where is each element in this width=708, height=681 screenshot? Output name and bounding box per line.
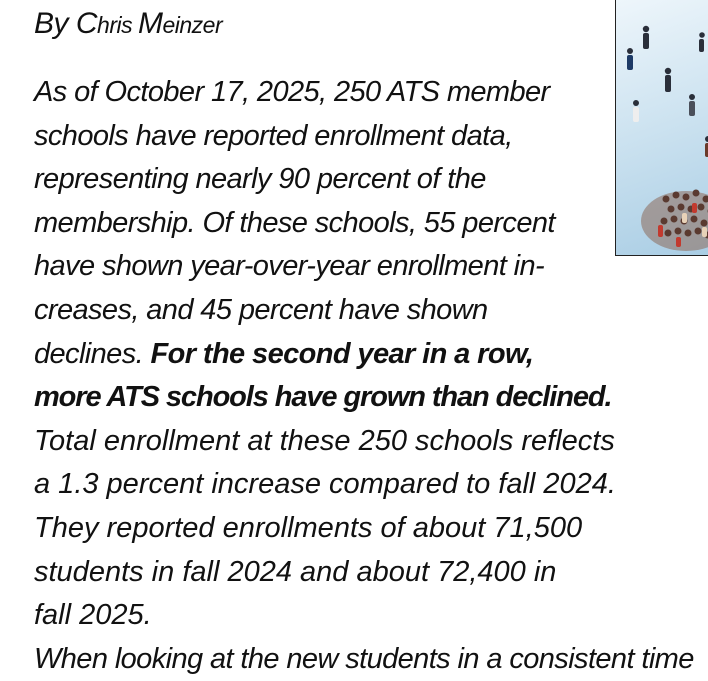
article-byline — [34, 4, 222, 45]
article-line-10: a 1.3 percent increase compared to fall 2024. — [34, 463, 694, 507]
article-line-5: have shown year-over-year enrollment in- — [34, 245, 694, 289]
article-line-11: They reported enrollments of about 71,500 — [34, 507, 694, 551]
byline-last-initial: M — [138, 7, 163, 40]
article-line-8 — [34, 376, 694, 420]
article-line-8-bold: more ATS schools have grown than declined. — [34, 381, 611, 413]
article-line-14-partial: When looking at the new students in a consistent time — [34, 638, 694, 681]
byline-prefix: By — [34, 7, 76, 40]
article-line-7 — [34, 333, 694, 377]
byline-last-rest: einzer — [162, 12, 222, 38]
article-line-7-plain: declines. — [34, 338, 151, 370]
article-line-7-bold: For the second year in a row, — [151, 338, 534, 370]
article-line-13: fall 2025. — [34, 594, 694, 638]
article-line-1: As of October 17, 2025, 250 ATS member — [34, 71, 694, 115]
article-body — [34, 71, 694, 681]
byline-first-rest: hris — [97, 12, 138, 38]
article-line-2: schools have reported enrollment data, — [34, 115, 694, 159]
article-line-4: membership. Of these schools, 55 percent — [34, 202, 694, 246]
article-line-3: representing nearly 90 percent of the — [34, 158, 694, 202]
article-line-9: Total enrollment at these 250 schools reflects — [34, 420, 694, 464]
article-line-6: creases, and 45 percent have shown — [34, 289, 694, 333]
article-line-12: students in fall 2024 and about 72,400 in — [34, 551, 694, 595]
byline-first-initial: C — [76, 7, 97, 40]
